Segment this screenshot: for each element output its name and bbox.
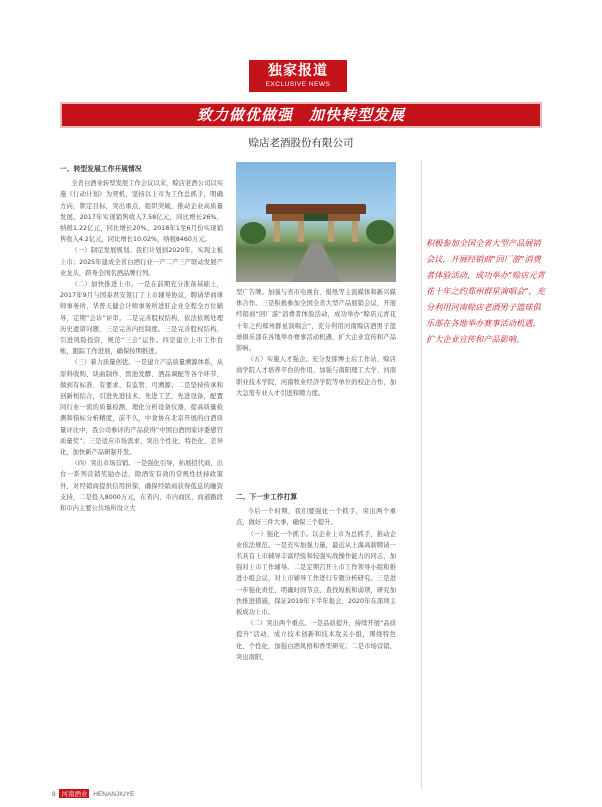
- paragraph: （一）强化一个抓手。以企业上市为总抓手，推动企业依法规范。一是充实加强力量，最近从上海高薪聘请一名具有上市辅导丰富经验和较强实战操作能力的同志，加强对上市工作辅导。二是定期召开上市工作领导小组和推进小组会议，对上市辅导工作进行专题分析研究。三是进一步强化责任，明确时间节点，查找短板和弱项，研究加快推进措施，保证2019年下半年报会，2020年在深圳主板成功上市。: [236, 530, 396, 617]
- paragraph: （三）着力质量创优。一是建立产品质量溯源体系，从原料收购、块曲制作、窖池发酵、酒品调配等各个环节，做到有标准、有要求、有监管、可溯源；二是坚持传承和创新相结合，引进先进技术、先进工艺、先进设备，配置同行业一流的质量检测、理化分析设备仪器，提高质量检测和指标分析精度，前不久，中食协在北京开展的白酒质量评比中，我公司参评的产品获得“中国白酒国家评委感官质量奖”；三是适应市场需求，突出个性化、特色化、差异化，加快新产品研制开发。: [60, 359, 223, 457]
- paragraph: （四）突出市场营销。一是强化引导，拓展招代商，出台一系列营销奖励办法，除酒安有效的常规性扶持政策外，对经销商提供信用担保，确保经销商获得低息的融资支持，二是投入8000万元，在省内、市内商区、商道路段和市内主要公共场所设立大: [60, 460, 223, 513]
- section-1-heading: 一、转型发展工作开展情况: [60, 165, 142, 173]
- left-column: [60, 162, 223, 514]
- gate-archway: [266, 204, 366, 242]
- paragraph: （一）制定发展规划。我们计划到2020年，实现主板上市；2025年建成全省白酒行业一产二产三产联动发展产业龙头，跻身全国名酒品牌行列。: [60, 247, 223, 277]
- paragraph: 型广告牌。加强与省市电视台、报纸等主流媒体和新兴媒体合作。三是积极参加全国全省大型产品展销会议，开展经销商“回厂游”消费者体验活动，成功举办“赊店元青花十年之约郑州群星演唱会”，充分利用河南赊店酒男子篮球俱乐部在各地举办赛事活动机遇，扩大企业宣传和产品影响。: [236, 289, 396, 353]
- magazine-logo: 河南酒业: [61, 791, 88, 798]
- section-badge: [249, 60, 347, 92]
- gate-plaque: [304, 214, 328, 221]
- middle-column: [236, 490, 396, 663]
- company-name: 赊店老酒股份有限公司: [248, 137, 354, 149]
- paragraph: （二）突出两个重点。一是品质提升，持续开展“品质提升”活动，成立技术创新和技术攻关小组，围绕特色化、个性化，加强白酒风格和香型研究；二是市场营销，突出南阳、: [236, 620, 396, 661]
- middle-column-top: [236, 287, 396, 399]
- paragraph: （二）加快推进上市。一是在前期充分准备基础上，2017年9月与国泰君安签订了上市辅导协议，聘请华商律师事务所、华普天健会计师事务所进驻企业全程全方位辅导，定期“会诊”评审。二是完善股权结构，依法依规处理历史遗留问题，三是完善内控制度。三是完善股权结构，引进风险投资，规范“三会”运作。四是建立上市工作台帐，跟踪工作进展，确保按期推进。: [60, 281, 223, 356]
- badge-title: 独家报道: [268, 63, 328, 79]
- paragraph: 全省白酒业转型发展工作会议以来，赊店老酒公司以实施《行动计划》为契机，坚持以上市为工作总抓手，明确方向，锁定目标，突出重点，组织突破，推动企业高质量发展。2017年实现销售收入7.58亿元，同比增长26%，纳税1.22亿元，同比增长20%。2018年1至6月份实现销售收入4.2亿元，同比增长10.02%，纳税8460万元。: [60, 180, 223, 244]
- page-number: 8: [52, 791, 56, 798]
- pull-quote: 积极参加全国全省大型产品展销会议，开展经销商“回厂游”消费者体验活动，成功举办“赊店元青花十年之约郑州群星演唱会”，充分利用河南赊店老酒男子篮球俱乐部在各地举办赛事活动机遇，扩大企业宣传和产品影响。: [426, 238, 545, 344]
- page-footer: [52, 789, 134, 798]
- sidebar-divider: [421, 160, 422, 790]
- brewery-gate-photo: [236, 162, 396, 282]
- magazine-brand: HENANJIUYE: [93, 791, 135, 798]
- paragraph: （五）实施人才强企。充分发挥博士后工作站、赊店商学院人才培养平台的作用，加强与南阳理工大学、河南职业技术学院、河南牧业经济学院等单位的校企合作，加大急需专业人才引进和聘力度。: [236, 356, 396, 397]
- article-headline: 致力做优做强 加快转型发展: [60, 102, 542, 128]
- paragraph: 今后一个时期，我们要强化一个抓手，突出两个重点，做好三件大事，确保三个提升。: [236, 508, 396, 527]
- section-2-heading: 二、下一步工作打算: [236, 493, 298, 501]
- road: [291, 242, 341, 282]
- badge-subtitle: EXCLUSIVE NEWS: [265, 81, 331, 88]
